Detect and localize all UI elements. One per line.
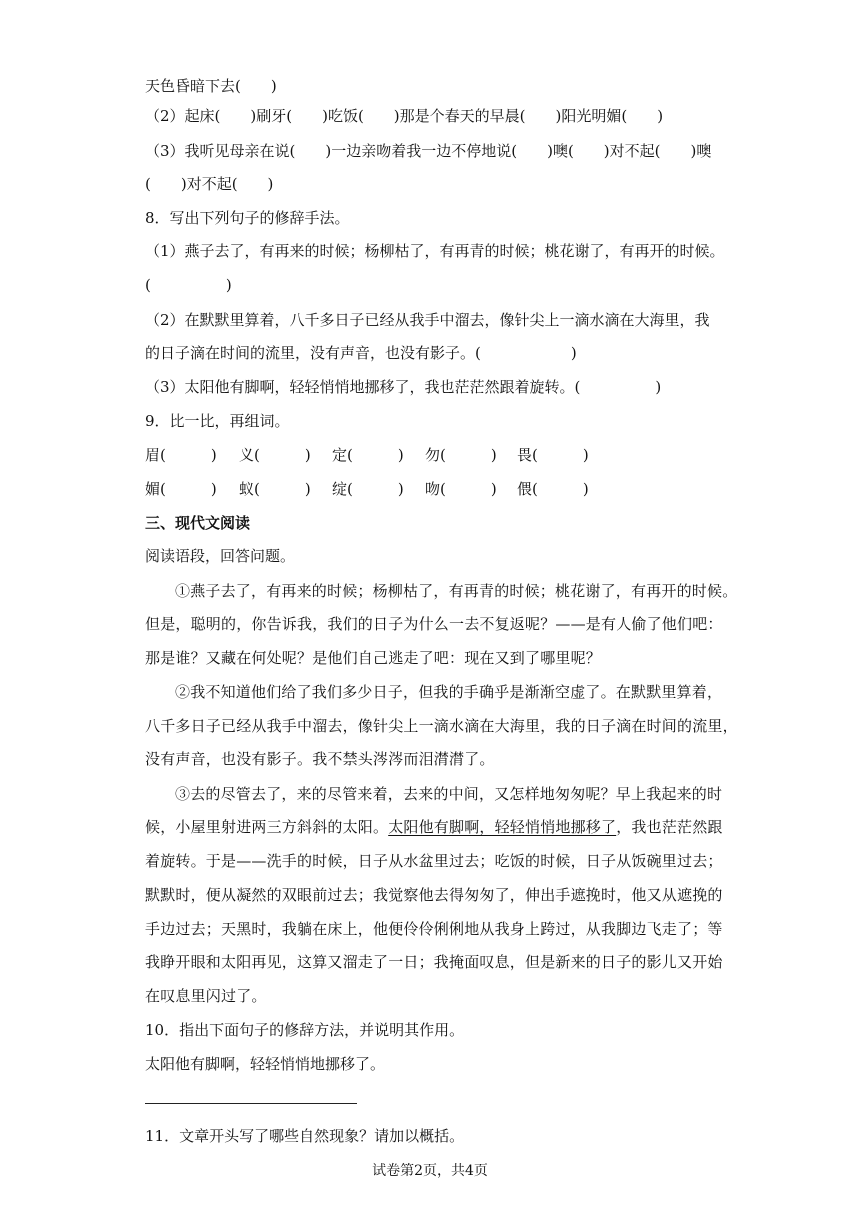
section-heading: 三、现代文阅读 <box>145 514 251 532</box>
passage-line: 默默时，便从凝然的双眼前过去；我觉察他去得匆匆了，伸出手遮挽时，他又从遮挽的 <box>145 886 723 904</box>
passage-line: 没有声音，也没有影子。我不禁头涔涔而泪潸潸了。 <box>145 750 495 768</box>
q8-item-1: （1）燕子去了，有再来的时候；杨柳枯了，有再青的时候；桃花谢了，有再开的时候。 <box>145 242 725 260</box>
q8-title: 8．写出下列句子的修辞手法。 <box>145 209 350 227</box>
passage-line: 但是，聪明的，你告诉我，我们的日子为什么一去不复返呢？——是有人偷了他们吧： <box>145 615 723 633</box>
compare-cell: 义( ) <box>239 446 311 464</box>
passage-line: 在叹息里闪过了。 <box>145 987 267 1005</box>
passage-line: 手边过去；天黑时，我躺在床上，他便伶伶俐俐地从我身上跨过，从我脚边飞走了；等 <box>145 920 723 938</box>
passage-line: 我睁开眼和太阳再见，这算又溜走了一日；我掩面叹息，但是新来的日子的影儿又开始 <box>145 953 723 971</box>
q8-item-2: （2）在默默里算着，八千多日子已经从我手中溜去，像针尖上一滴水滴在大海里，我 <box>145 311 710 329</box>
underlined-sentence: 太阳他有脚啊，轻轻悄悄地挪移了 <box>388 818 617 836</box>
reading-instruction: 阅读语段，回答问题。 <box>145 547 296 565</box>
q10-sentence: 太阳他有脚啊，轻轻悄悄地挪移了。 <box>145 1055 386 1073</box>
passage-text: ，我也茫茫然跟 <box>616 818 723 836</box>
compare-cell: 定( ) <box>332 446 404 464</box>
passage-line: 八千多日子已经从我手中溜去，像针尖上一滴水滴在大海里，我的日子滴在时间的流里， <box>145 717 738 735</box>
q11-title: 11．文章开头写了哪些自然现象？请加以概括。 <box>145 1127 465 1145</box>
page-footer: 试卷第2页，共4页 <box>372 1163 488 1179</box>
passage-text: 候，小屋里射进两三方斜斜的太阳。 <box>145 818 389 836</box>
compare-cell: 眉( ) <box>145 446 217 464</box>
compare-cell: 绽( ) <box>332 480 404 498</box>
q8-item-2-cont: 的日子滴在时间的流里，没有声音，也没有影子。( ) <box>145 344 577 362</box>
compare-cell: 勿( ) <box>425 446 497 464</box>
q7-item-3: （3）我听见母亲在说( )一边亲吻着我一边不停地说( )噢( )对不起( )噢 <box>145 142 712 160</box>
compare-cell: 媚( ) <box>145 480 217 498</box>
passage-line-underlined <box>145 817 723 837</box>
passage-line: 那是谁？又藏在何处呢？是他们自己逃走了吧：现在又到了哪里呢？ <box>145 649 602 667</box>
passage-para-1: ①燕子去了，有再来的时候；杨柳枯了，有再青的时候；桃花谢了，有再开的时候。 <box>175 582 738 600</box>
passage-line: 着旋转。于是——洗手的时候，日子从水盆里过去；吃饭的时候，日子从饭碗里过去； <box>145 852 723 870</box>
passage-para-3: ③去的尽管去了，来的尽管来着，去来的中间，又怎样地匆匆呢？早上我起来的时 <box>175 785 723 803</box>
q8-item-1-blank: ( ) <box>145 276 232 294</box>
q7-item-3-cont: ( )对不起( ) <box>145 175 274 193</box>
passage-para-2: ②我不知道他们给了我们多少日子，但我的手确乎是渐渐空虚了。在默默里算着， <box>175 683 723 701</box>
q9-title: 9．比一比，再组词。 <box>145 412 290 430</box>
q8-item-3: （3）太阳他有脚啊，轻轻悄悄地挪移了，我也茫茫然跟着旋转。( ) <box>145 378 662 396</box>
compare-cell: 畏( ) <box>517 446 589 464</box>
compare-cell: 蚁( ) <box>239 480 311 498</box>
q10-title: 10．指出下面句子的修辞方法，并说明其作用。 <box>145 1021 465 1039</box>
answer-line <box>145 1103 357 1104</box>
compare-cell: 偎( ) <box>517 480 589 498</box>
q7-line-1: 天色昏暗下去( ) <box>145 77 277 95</box>
compare-cell: 吻( ) <box>425 480 497 498</box>
q7-item-2: （2）起床( )刷牙( )吃饭( )那是个春天的早晨( )阳光明媚( ) <box>145 107 664 125</box>
